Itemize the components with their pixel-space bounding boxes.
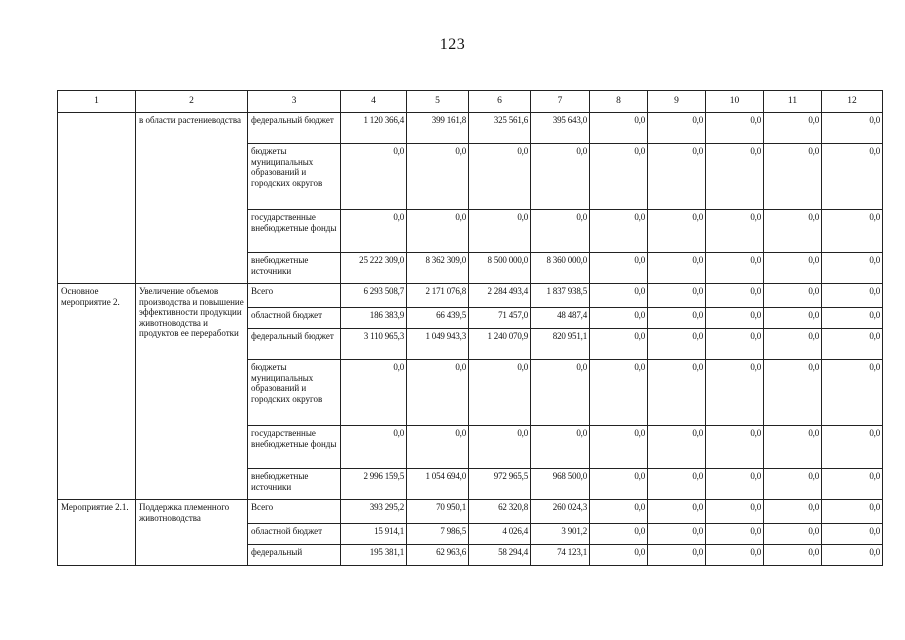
value-cell: 3 901,2 (531, 524, 590, 545)
value-cell: 0,0 (706, 144, 764, 210)
column-header: 1 (58, 91, 136, 113)
value-cell: 0,0 (341, 210, 407, 253)
value-cell: 62 963,6 (407, 545, 469, 566)
value-cell: 1 837 938,5 (531, 284, 590, 308)
value-cell: 2 996 159,5 (341, 469, 407, 500)
value-cell: 48 487,4 (531, 308, 590, 329)
event-name-cell: Увеличение объемов производства и повышение эффективности продукции животноводства и продуктов ее переработки (136, 284, 248, 500)
value-cell: 0,0 (648, 360, 706, 426)
value-cell: 0,0 (648, 500, 706, 524)
value-cell: 0,0 (590, 524, 648, 545)
event-number-cell: Основное мероприятие 2. (58, 284, 136, 500)
value-cell: 0,0 (469, 426, 531, 469)
value-cell: 0,0 (822, 284, 883, 308)
column-header: 12 (822, 91, 883, 113)
value-cell: 0,0 (590, 329, 648, 360)
funding-source-cell: федеральный (248, 545, 341, 566)
value-cell: 820 951,1 (531, 329, 590, 360)
column-header: 3 (248, 91, 341, 113)
column-header: 2 (136, 91, 248, 113)
value-cell: 0,0 (706, 113, 764, 144)
value-cell: 0,0 (764, 360, 822, 426)
value-cell: 0,0 (648, 113, 706, 144)
value-cell: 74 123,1 (531, 545, 590, 566)
funding-source-cell: федеральный бюджет (248, 113, 341, 144)
value-cell: 0,0 (822, 469, 883, 500)
column-header: 7 (531, 91, 590, 113)
value-cell: 0,0 (706, 360, 764, 426)
value-cell: 0,0 (648, 469, 706, 500)
value-cell: 0,0 (822, 500, 883, 524)
value-cell: 0,0 (590, 500, 648, 524)
value-cell: 393 295,2 (341, 500, 407, 524)
value-cell: 0,0 (590, 113, 648, 144)
value-cell: 0,0 (341, 144, 407, 210)
funding-source-cell: Всего (248, 500, 341, 524)
value-cell: 0,0 (648, 144, 706, 210)
value-cell: 0,0 (706, 210, 764, 253)
value-cell: 0,0 (648, 329, 706, 360)
value-cell: 1 120 366,4 (341, 113, 407, 144)
value-cell: 0,0 (341, 426, 407, 469)
value-cell: 6 293 508,7 (341, 284, 407, 308)
value-cell: 8 360 000,0 (531, 253, 590, 284)
funding-source-cell: бюджеты муниципальных образований и городских округов (248, 144, 341, 210)
column-header: 4 (341, 91, 407, 113)
value-cell: 260 024,3 (531, 500, 590, 524)
value-cell: 0,0 (648, 524, 706, 545)
budget-table (57, 90, 883, 566)
value-cell: 0,0 (764, 500, 822, 524)
funding-source-cell: внебюджетные источники (248, 469, 341, 500)
value-cell: 395 643,0 (531, 113, 590, 144)
value-cell: 0,0 (822, 210, 883, 253)
value-cell: 0,0 (706, 500, 764, 524)
value-cell: 0,0 (648, 426, 706, 469)
header-row (58, 91, 883, 113)
value-cell: 0,0 (764, 284, 822, 308)
value-cell: 0,0 (590, 210, 648, 253)
value-cell: 0,0 (648, 284, 706, 308)
value-cell: 0,0 (822, 253, 883, 284)
column-header: 11 (764, 91, 822, 113)
value-cell: 0,0 (822, 144, 883, 210)
value-cell: 0,0 (764, 426, 822, 469)
value-cell: 0,0 (822, 360, 883, 426)
value-cell: 0,0 (531, 144, 590, 210)
value-cell: 0,0 (590, 545, 648, 566)
value-cell: 0,0 (648, 545, 706, 566)
value-cell: 0,0 (764, 113, 822, 144)
funding-source-cell: внебюджетные источники (248, 253, 341, 284)
funding-source-cell: бюджеты муниципальных образований и городских округов (248, 360, 341, 426)
column-header: 10 (706, 91, 764, 113)
value-cell: 0,0 (590, 469, 648, 500)
event-number-cell: Мероприятие 2.1. (58, 500, 136, 566)
value-cell: 0,0 (531, 360, 590, 426)
column-header: 6 (469, 91, 531, 113)
value-cell: 0,0 (706, 545, 764, 566)
value-cell: 0,0 (764, 210, 822, 253)
value-cell: 0,0 (764, 329, 822, 360)
value-cell: 195 381,1 (341, 545, 407, 566)
page-number: 123 (439, 36, 466, 53)
table-row (58, 500, 883, 524)
value-cell: 0,0 (531, 210, 590, 253)
value-cell: 7 986,5 (407, 524, 469, 545)
value-cell: 0,0 (706, 329, 764, 360)
value-cell: 70 950,1 (407, 500, 469, 524)
value-cell: 0,0 (469, 360, 531, 426)
value-cell: 0,0 (469, 210, 531, 253)
value-cell: 0,0 (822, 426, 883, 469)
value-cell: 0,0 (764, 144, 822, 210)
value-cell: 0,0 (706, 253, 764, 284)
value-cell: 0,0 (590, 253, 648, 284)
value-cell: 25 222 309,0 (341, 253, 407, 284)
value-cell: 0,0 (648, 308, 706, 329)
funding-source-cell: государственные внебюджетные фонды (248, 426, 341, 469)
value-cell: 0,0 (407, 144, 469, 210)
funding-source-cell: Всего (248, 284, 341, 308)
column-header: 8 (590, 91, 648, 113)
value-cell: 0,0 (764, 253, 822, 284)
value-cell: 0,0 (590, 144, 648, 210)
value-cell: 1 054 694,0 (407, 469, 469, 500)
value-cell: 0,0 (706, 284, 764, 308)
value-cell: 325 561,6 (469, 113, 531, 144)
value-cell: 399 161,8 (407, 113, 469, 144)
value-cell: 0,0 (590, 360, 648, 426)
value-cell: 972 965,5 (469, 469, 531, 500)
value-cell: 0,0 (822, 308, 883, 329)
value-cell: 0,0 (764, 308, 822, 329)
value-cell: 71 457,0 (469, 308, 531, 329)
value-cell: 0,0 (407, 426, 469, 469)
value-cell: 0,0 (822, 524, 883, 545)
value-cell: 0,0 (706, 524, 764, 545)
value-cell: 0,0 (822, 113, 883, 144)
value-cell: 8 500 000,0 (469, 253, 531, 284)
value-cell: 0,0 (407, 210, 469, 253)
value-cell: 186 383,9 (341, 308, 407, 329)
value-cell: 62 320,8 (469, 500, 531, 524)
funding-source-cell: федеральный бюджет (248, 329, 341, 360)
column-header: 9 (648, 91, 706, 113)
value-cell: 0,0 (531, 426, 590, 469)
column-header: 5 (407, 91, 469, 113)
value-cell: 968 500,0 (531, 469, 590, 500)
value-cell: 0,0 (706, 426, 764, 469)
value-cell: 0,0 (822, 329, 883, 360)
value-cell: 0,0 (590, 426, 648, 469)
funding-source-cell: областной бюджет (248, 308, 341, 329)
event-name-cell: Поддержка племенного животноводства (136, 500, 248, 566)
value-cell: 0,0 (764, 469, 822, 500)
funding-source-cell: государственные внебюджетные фонды (248, 210, 341, 253)
value-cell: 0,0 (469, 144, 531, 210)
funding-source-cell: областной бюджет (248, 524, 341, 545)
value-cell: 0,0 (648, 253, 706, 284)
value-cell: 0,0 (706, 308, 764, 329)
value-cell: 15 914,1 (341, 524, 407, 545)
value-cell: 4 026,4 (469, 524, 531, 545)
value-cell: 66 439,5 (407, 308, 469, 329)
value-cell: 0,0 (590, 284, 648, 308)
value-cell: 0,0 (407, 360, 469, 426)
value-cell: 0,0 (648, 210, 706, 253)
value-cell: 0,0 (764, 524, 822, 545)
event-name-cell: в области растениеводства (136, 113, 248, 284)
value-cell: 0,0 (822, 545, 883, 566)
value-cell: 0,0 (590, 308, 648, 329)
table-row (58, 113, 883, 144)
value-cell: 2 284 493,4 (469, 284, 531, 308)
event-number-cell (58, 113, 136, 284)
value-cell: 2 171 076,8 (407, 284, 469, 308)
value-cell: 3 110 965,3 (341, 329, 407, 360)
value-cell: 1 049 943,3 (407, 329, 469, 360)
value-cell: 0,0 (706, 469, 764, 500)
value-cell: 0,0 (764, 545, 822, 566)
value-cell: 58 294,4 (469, 545, 531, 566)
value-cell: 0,0 (341, 360, 407, 426)
value-cell: 1 240 070,9 (469, 329, 531, 360)
value-cell: 8 362 309,0 (407, 253, 469, 284)
table-row (58, 284, 883, 308)
